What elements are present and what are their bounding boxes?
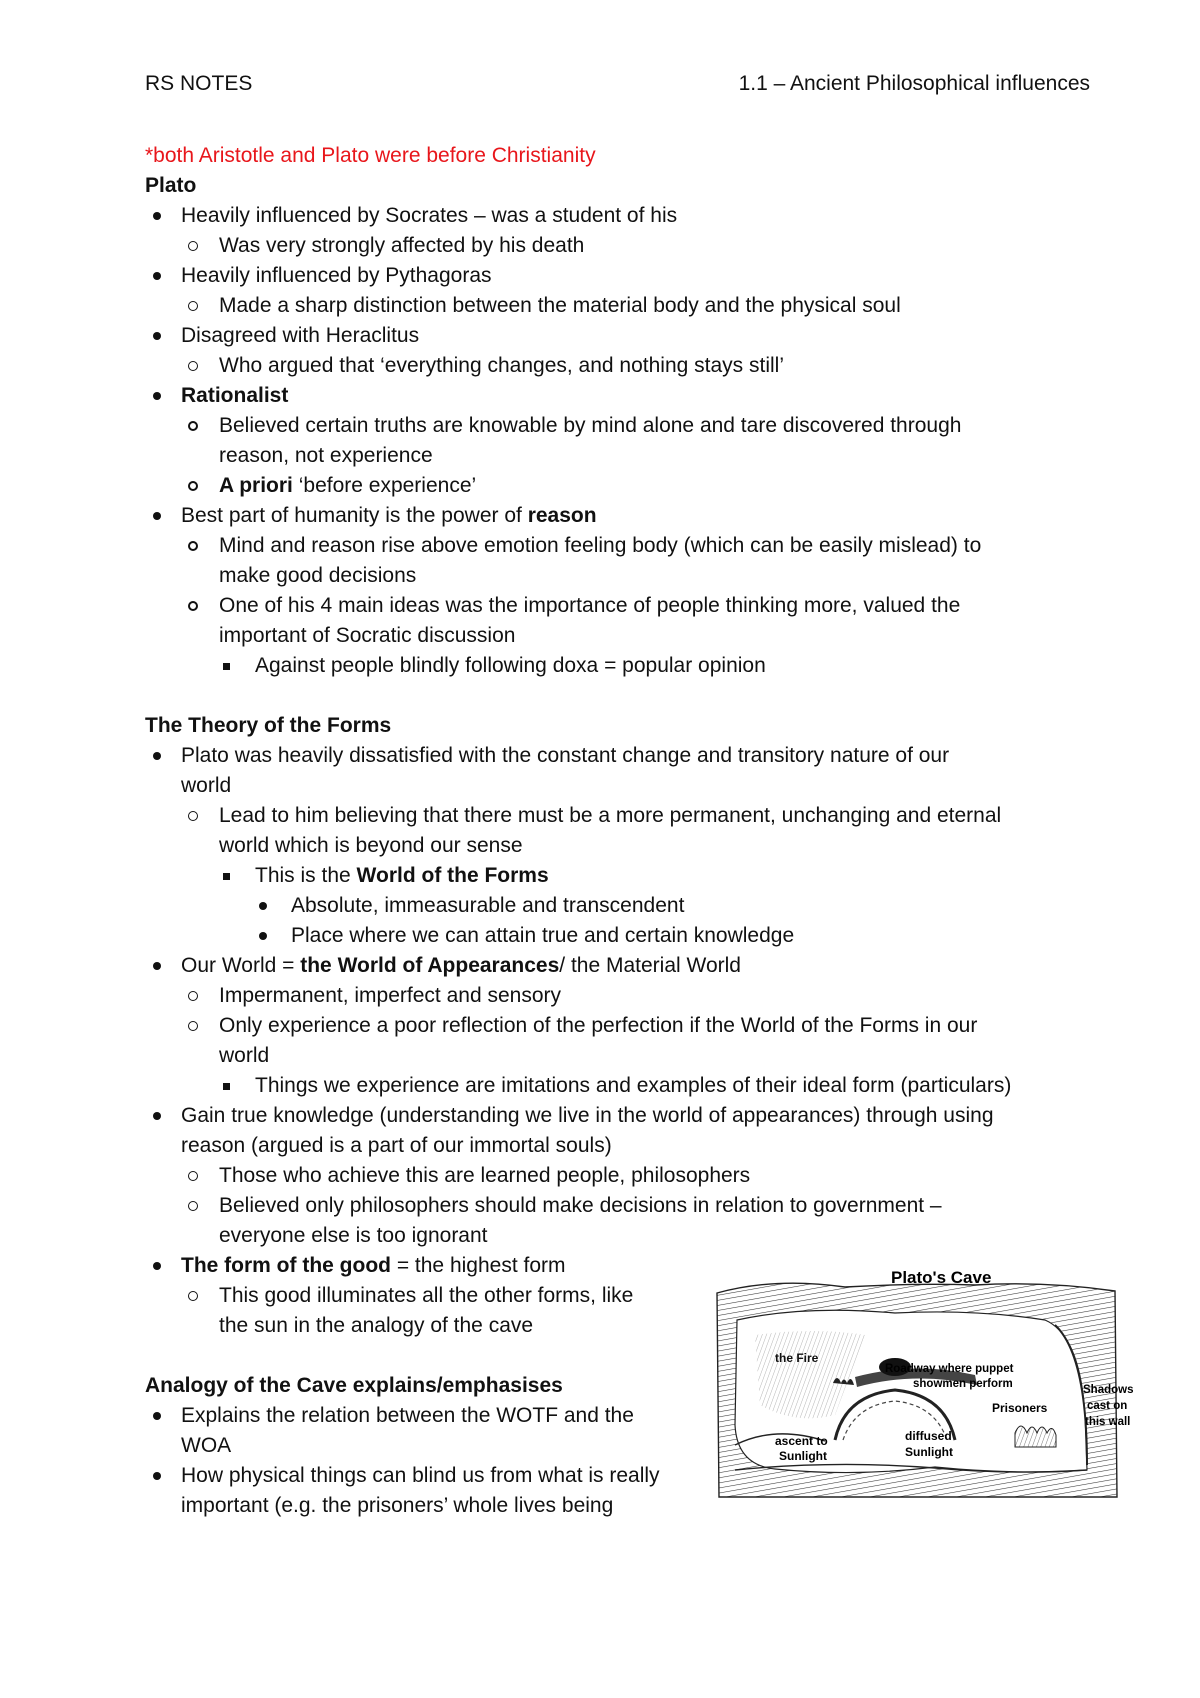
platos-cave-figure xyxy=(715,1265,1134,1500)
note-line xyxy=(0,862,1200,892)
note-line xyxy=(0,142,1200,172)
note-text xyxy=(181,1252,566,1279)
prisoners-mark xyxy=(1015,1426,1056,1447)
text-run: world xyxy=(219,1044,270,1067)
text-run: reason (argued is a part of our immortal souls) xyxy=(181,1134,612,1157)
note-text xyxy=(219,1282,633,1309)
text-run: Lead to him believing that there must be a more permanent, unchanging and eternal xyxy=(219,804,1002,827)
text-run: the sun in the analogy of the cave xyxy=(219,1314,534,1337)
bullet-square-icon xyxy=(223,1083,230,1090)
note-text xyxy=(219,352,784,379)
note-line xyxy=(0,1102,1200,1132)
note-line xyxy=(0,952,1200,982)
note-line xyxy=(0,502,1200,532)
note-line xyxy=(0,652,1200,682)
text-run: world xyxy=(181,774,232,797)
text-run: important of Socratic discussion xyxy=(219,624,516,647)
text-run: Gain true knowledge (understanding we live in the world of appearances) through using xyxy=(181,1104,994,1127)
text-run: / the Material World xyxy=(559,954,741,977)
note-text xyxy=(219,592,960,619)
text-run: = the highest form xyxy=(390,1254,566,1277)
note-text xyxy=(219,1312,533,1339)
text-run: Explains the relation between the WOTF and the xyxy=(181,1404,634,1427)
note-text xyxy=(219,1012,977,1039)
bullet-dot-icon xyxy=(153,212,161,220)
note-line xyxy=(0,982,1200,1012)
note-text xyxy=(219,532,981,559)
label-roadway-2: showmen perform xyxy=(913,1378,1013,1390)
bullet-circle-icon xyxy=(188,1291,198,1301)
text-run: Analogy of the Cave explains/emphasises xyxy=(145,1374,563,1397)
note-line xyxy=(0,802,1200,832)
note-line xyxy=(0,922,1200,952)
bullet-dot-icon xyxy=(153,332,161,340)
bullet-dot-icon xyxy=(153,962,161,970)
text-run: Those who achieve this are learned people, philosophers xyxy=(219,1164,751,1187)
note-text xyxy=(181,772,231,799)
text-run: Plato xyxy=(145,174,197,197)
note-text xyxy=(181,502,597,529)
note-text xyxy=(255,862,549,889)
text-run: world which is beyond our sense xyxy=(219,834,523,857)
note-line xyxy=(0,202,1200,232)
text-run: everyone else is too ignorant xyxy=(219,1224,488,1247)
bullet-square-icon xyxy=(223,663,230,670)
text-run: Who argued that ‘everything changes, and nothing stays still’ xyxy=(219,354,785,377)
note-text xyxy=(181,742,949,769)
text-run: This is the xyxy=(255,864,357,887)
note-line xyxy=(0,622,1200,652)
text-run: WOA xyxy=(181,1434,232,1457)
text-run: Best part of humanity is the power of xyxy=(181,504,528,527)
note-text xyxy=(145,1372,563,1399)
note-line xyxy=(0,172,1200,202)
bullet-circle-bold-icon xyxy=(188,601,198,611)
note-text xyxy=(219,232,584,259)
label-shadows-3: this wall xyxy=(1085,1416,1131,1428)
bullet-circle-bold-icon xyxy=(188,421,198,431)
note-text xyxy=(219,1222,488,1249)
text-run: Things we experience are imitations and examples of their ideal form (particulars) xyxy=(255,1074,1012,1097)
text-run: Our World = xyxy=(181,954,301,977)
note-line xyxy=(0,772,1200,802)
text-run: How physical things can blind us from what is really xyxy=(181,1464,660,1487)
note-text xyxy=(181,382,288,409)
bullet-circle-icon xyxy=(188,1171,198,1181)
note-line xyxy=(0,1012,1200,1042)
label-ascent-1: ascent to xyxy=(775,1434,828,1448)
bullet-dot-icon xyxy=(153,512,161,520)
note-line xyxy=(0,1072,1200,1102)
note-line xyxy=(0,472,1200,502)
note-line xyxy=(0,712,1200,742)
note-line xyxy=(0,742,1200,772)
text-run: Place where we can attain true and certain knowledge xyxy=(291,924,795,947)
note-text xyxy=(145,142,596,169)
note-text xyxy=(181,1102,994,1129)
note-text xyxy=(181,1492,613,1519)
text-run: reason, not experience xyxy=(219,444,433,467)
text-run: Impermanent, imperfect and sensory xyxy=(219,984,561,1007)
bullet-circle-bold-icon xyxy=(188,481,198,491)
note-text xyxy=(219,292,901,319)
text-run: Disagreed with Heraclitus xyxy=(181,324,420,347)
text-run: The form of the good xyxy=(181,1254,391,1277)
note-text xyxy=(219,832,523,859)
label-prisoners: Prisoners xyxy=(992,1401,1048,1415)
note-text xyxy=(291,892,684,919)
bullet-dot-icon xyxy=(153,392,161,400)
label-shadows-1: Shadows xyxy=(1083,1384,1134,1396)
note-text xyxy=(219,1192,942,1219)
text-run: Absolute, immeasurable and transcendent xyxy=(291,894,685,917)
note-line xyxy=(0,1222,1200,1252)
bullet-circle-icon xyxy=(188,991,198,1001)
bullet-dot-icon xyxy=(153,1412,161,1420)
note-line xyxy=(0,532,1200,562)
text-run: One of his 4 main ideas was the importance of people thinking more, valued the xyxy=(219,594,961,617)
text-run: The Theory of the Forms xyxy=(145,714,392,737)
bullet-circle-bold-icon xyxy=(188,541,198,551)
text-run: A priori xyxy=(219,474,293,497)
note-text xyxy=(219,472,476,499)
blank-line xyxy=(0,682,1200,712)
note-text xyxy=(145,172,196,199)
note-line xyxy=(0,832,1200,862)
text-run: Was very strongly affected by his death xyxy=(219,234,585,257)
note-text xyxy=(181,1462,660,1489)
note-text xyxy=(255,652,766,679)
note-text xyxy=(219,622,515,649)
cave-title: Plato's Cave xyxy=(891,1268,992,1287)
bullet-circle-icon xyxy=(188,1201,198,1211)
text-run: ‘before experience’ xyxy=(292,474,477,497)
text-run: the World of Appearances xyxy=(300,954,560,977)
note-text xyxy=(219,982,561,1009)
note-line xyxy=(0,1192,1200,1222)
note-text xyxy=(219,802,1001,829)
note-text xyxy=(255,1072,1011,1099)
label-fire: the Fire xyxy=(775,1351,819,1365)
text-run: Mind and reason rise above emotion feeling body (which can be easily mislead) to xyxy=(219,534,982,557)
text-run: Plato was heavily dissatisfied with the constant change and transitory nature of our xyxy=(181,744,950,767)
note-line xyxy=(0,592,1200,622)
note-text xyxy=(181,1402,634,1429)
note-text xyxy=(181,1432,231,1459)
note-line xyxy=(0,322,1200,352)
note-line xyxy=(0,412,1200,442)
text-run: Heavily influenced by Pythagoras xyxy=(181,264,492,287)
text-run: Believed only philosophers should make decisions in relation to government – xyxy=(219,1194,942,1217)
note-text xyxy=(219,562,416,589)
note-text xyxy=(219,442,433,469)
label-diffused-2: Sunlight xyxy=(905,1445,953,1459)
note-line xyxy=(0,562,1200,592)
bullet-dot-icon xyxy=(153,1472,161,1480)
text-run: reason xyxy=(527,504,597,527)
text-run: make good decisions xyxy=(219,564,417,587)
bullet-circle-icon xyxy=(188,361,198,371)
bullet-circle-icon xyxy=(188,301,198,311)
bullet-dot-icon xyxy=(153,272,161,280)
bullet-circle-icon xyxy=(188,811,198,821)
note-line xyxy=(0,442,1200,472)
bullet-dot-icon xyxy=(153,752,161,760)
text-run: This good illuminates all the other forms, like xyxy=(219,1284,634,1307)
note-text xyxy=(291,922,794,949)
note-text xyxy=(219,1042,269,1069)
header-left: RS NOTES xyxy=(145,72,253,95)
note-text xyxy=(219,412,961,439)
label-ascent-2: Sunlight xyxy=(779,1449,827,1463)
note-line xyxy=(0,232,1200,262)
bullet-dot-icon xyxy=(153,1262,161,1270)
header-right: 1.1 – Ancient Philosophical influences xyxy=(738,72,1090,95)
label-shadows-2: cast on xyxy=(1087,1400,1128,1412)
note-text xyxy=(181,322,419,349)
bullet-dot-icon xyxy=(153,1112,161,1120)
text-run: Rationalist xyxy=(181,384,289,407)
note-line xyxy=(0,892,1200,922)
text-run: important (e.g. the prisoners’ whole lives being xyxy=(181,1494,614,1517)
note-text xyxy=(145,712,391,739)
text-run: World of the Forms xyxy=(356,864,549,887)
note-line xyxy=(0,1042,1200,1072)
note-line xyxy=(0,1132,1200,1162)
label-roadway-1: Roadway where puppet xyxy=(885,1363,1014,1375)
text-run: Only experience a poor reflection of the perfection if the World of the Forms in our xyxy=(219,1014,978,1037)
text-run: Made a sharp distinction between the material body and the physical soul xyxy=(219,294,901,317)
bullet-dot-icon xyxy=(259,902,267,910)
note-line xyxy=(0,382,1200,412)
text-run: Believed certain truths are knowable by mind alone and tare discovered through xyxy=(219,414,962,437)
note-line xyxy=(0,262,1200,292)
note-line xyxy=(0,1162,1200,1192)
note-line xyxy=(0,352,1200,382)
text-run: Against people blindly following doxa = popular opinion xyxy=(255,654,766,677)
note-text xyxy=(181,1132,612,1159)
note-text xyxy=(181,202,677,229)
bullet-circle-icon xyxy=(188,241,198,251)
text-run: *both Aristotle and Plato were before Christianity xyxy=(145,144,596,167)
note-line xyxy=(0,292,1200,322)
note-text xyxy=(181,262,492,289)
note-text xyxy=(181,952,741,979)
bullet-circle-icon xyxy=(188,1021,198,1031)
note-text xyxy=(219,1162,750,1189)
label-diffused-1: diffused xyxy=(905,1429,952,1443)
bullet-dot-icon xyxy=(259,932,267,940)
text-run: Heavily influenced by Socrates – was a student of his xyxy=(181,204,678,227)
cave-illustration xyxy=(715,1265,1134,1500)
bullet-square-icon xyxy=(223,873,230,880)
